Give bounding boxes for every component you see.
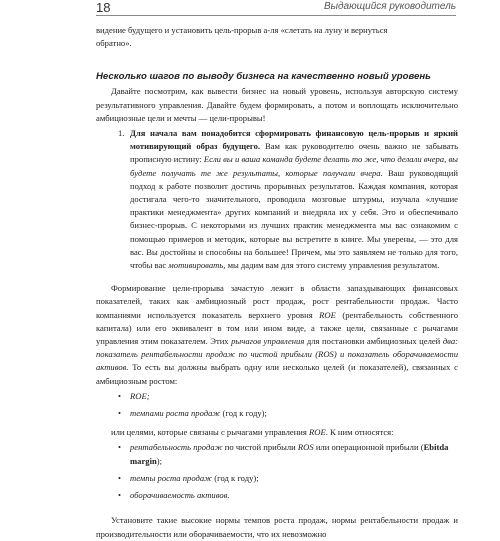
list-item bbox=[96, 441, 458, 467]
list-number: 1. bbox=[118, 128, 125, 139]
intro-line-2: обратно». bbox=[96, 38, 132, 49]
running-title: Выдающийся руководитель bbox=[323, 1, 456, 12]
bullet-text: или операционной прибыли ( bbox=[313, 442, 424, 453]
body-text bbox=[96, 24, 458, 541]
bullet-italic: рентабельность продаж bbox=[130, 442, 223, 453]
bullet-italic: темпами роста продаж bbox=[130, 408, 221, 419]
list-item bbox=[96, 407, 458, 420]
para2-levers: рычагов управления bbox=[231, 336, 305, 347]
intro-line-1: видение будущего и установить цель-прорыв а-ля «слетать на луну и вернуться bbox=[96, 25, 388, 35]
bullet-marker: • bbox=[118, 408, 122, 419]
bullet-marker: • bbox=[118, 442, 122, 453]
numbered-italic-motivate: мотивировать, bbox=[168, 260, 226, 271]
bullet-list-1 bbox=[96, 390, 458, 420]
numbered-text-3: мы дадим вам для этого систему управления результатом. bbox=[225, 260, 440, 271]
list-item bbox=[96, 472, 458, 485]
section-paragraph: Давайте посмотрим, как вывести бизнес на новый уровень, используя авторскую систему результативного управления. Давайте будем формировать, а потом и воплощать исключительно амбициозные цели и мечты — цели-прорывы! bbox=[96, 86, 458, 123]
paragraph-levers bbox=[96, 426, 458, 439]
bullet-marker: • bbox=[118, 390, 122, 401]
bullet-text: по чистой прибыли bbox=[222, 442, 298, 453]
para3-text-2: . К ним относятся: bbox=[325, 427, 394, 438]
para2-italic-definition: два: показатель рентабельности продаж по чистой прибыли (ROS) и показатель оборачиваемости активов. bbox=[96, 336, 458, 373]
para2-text-2: (рентабельность собственного капитала) или его эквивалент в том или ином виде, а также цели, связанные с рычагами управления этим показателем. Этих bbox=[96, 309, 458, 347]
para3-roe: ROE bbox=[309, 427, 326, 438]
spacer bbox=[96, 272, 458, 282]
para3-text-1: или целями, которые связаны с рычагами управления bbox=[111, 427, 310, 438]
para2-text-4: То есть вы должны выбрать одну или несколько целей (и показателей), связанных с амбициозным ростом: bbox=[96, 362, 458, 386]
page-header bbox=[96, 0, 456, 14]
paragraph-targets bbox=[96, 282, 458, 388]
numbered-italic-quote: Если вы и ваша команда будете делать то же, что делали вчера, вы будете получать те же результаты, которые получали вчера. bbox=[130, 154, 458, 178]
bullet-marker: • bbox=[118, 472, 122, 483]
bullet-text: (год к году); bbox=[220, 408, 267, 419]
bullet-bold-ebitda: Ebitda margin bbox=[130, 442, 449, 466]
bullet-italic-ros: ROS bbox=[297, 442, 314, 453]
numbered-bold-lead: Для начала вам понадобится сформировать финансовую цель-прорыв и яркий мотивирующий образ будущего. bbox=[130, 128, 458, 152]
bullet-list-2 bbox=[96, 441, 458, 502]
numbered-list bbox=[96, 127, 458, 272]
page-number: 18 bbox=[96, 0, 111, 15]
intro-paragraph bbox=[96, 24, 458, 50]
bullet-text: ); bbox=[156, 455, 162, 466]
numbered-text-1: Вам как руководителю очень важно не забывать прописную истину: bbox=[130, 141, 458, 165]
bullet-text: (год к году); bbox=[212, 472, 259, 483]
para2-roe: ROE bbox=[319, 309, 336, 320]
numbered-item bbox=[96, 127, 458, 272]
spacer bbox=[96, 50, 458, 60]
header-rule bbox=[96, 15, 456, 16]
bullet-italic: темпы роста продаж bbox=[130, 472, 213, 483]
bullet-marker: • bbox=[118, 490, 122, 501]
bullet-italic: ROE; bbox=[130, 390, 150, 401]
paragraph-closing: Установите такие высокие нормы темпов роста продаж, нормы рентабельности продаж и производительности или оборачиваемости, что их невозможно bbox=[96, 515, 458, 539]
section-heading: Несколько шагов по выводу бизнеса на качественно новый уровень bbox=[96, 71, 431, 83]
numbered-text-2: Ваш руководящий подход к работе позволит достичь прорывных результатов. Каждая компания, которая достигала чего-то значительного, проводила мозговые штурмы, изучала «лучшие практики менеджмента» других компаний и внедряла их у себя. Это и обеспечивало бизнес-прорыв. С некоторыми из лучших практик менеджмента мы вас ознакомим с помощью примеров и методик, которые вы встретите в книге. Мы уверены, — это для вас. Вы достойны и способны на большее! Причем, мы это заявляем не только для того, чтобы вас bbox=[130, 167, 458, 271]
list-item bbox=[96, 390, 458, 403]
bullet-italic: оборачиваемость активов. bbox=[130, 490, 230, 501]
para2-text-1: Формирование цели-прорыва зачастую лежит в области запаздывающих финансовых показателей, таких как амбициозный рост продаж, рост рентабельности продаж. Часто компаниями используется показатель верхнего уровня bbox=[96, 283, 458, 320]
list-item bbox=[96, 489, 458, 502]
para2-text-3: для постановки амбициозных целей bbox=[304, 336, 443, 347]
